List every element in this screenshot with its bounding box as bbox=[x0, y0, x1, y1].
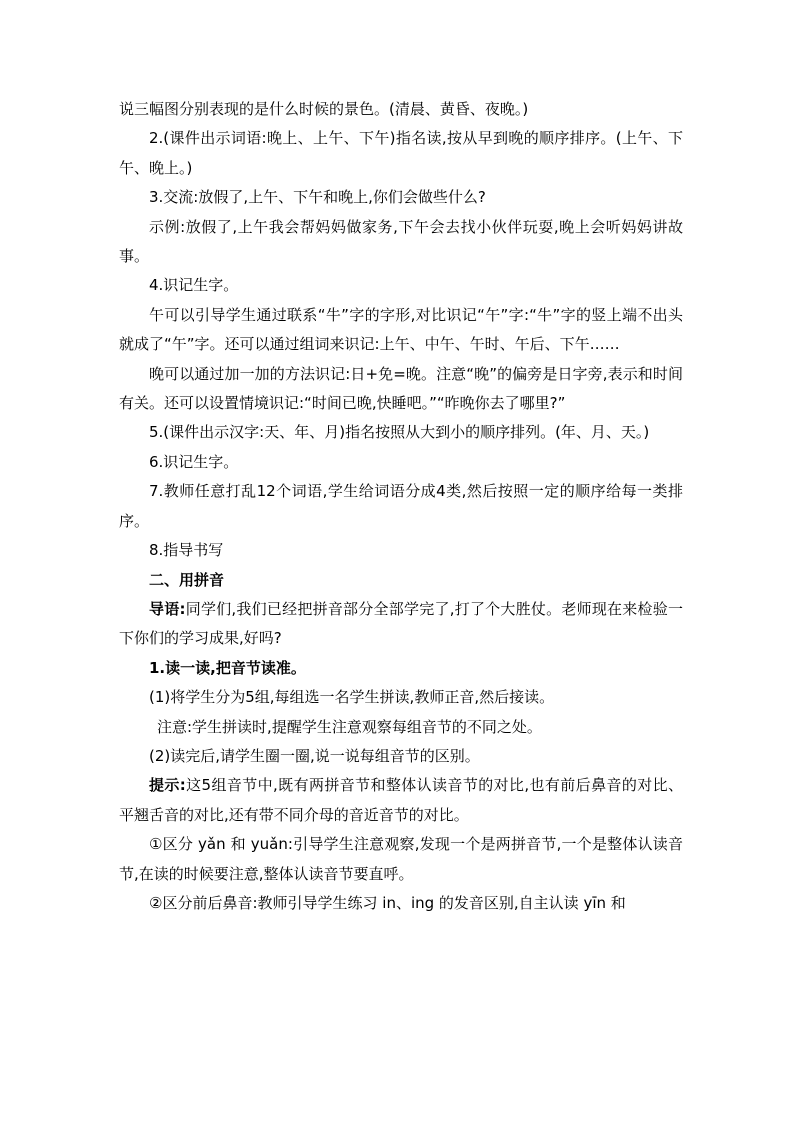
paragraph-4: 示例:放假了,上午我会帮妈妈做家务,下午会去找小伙伴玩耍,晚上会听妈妈讲故事。 bbox=[119, 217, 683, 266]
paragraph-note: 注意:学生拼读时,提醒学生注意观察每组音节的不同之处。 bbox=[157, 717, 542, 736]
document-page bbox=[119, 95, 683, 918]
paragraph-6: 午可以引导学生通过联系“牛”字的字形,对比识记“午”字:“牛”字的竖上端不出头就成了“午”字。还可以通过组词来识记:上午、中午、午时、午后、下午…… bbox=[119, 305, 683, 354]
paragraph-step-2: (2)读完后,请学生圈一圈,说一说每组音节的区别。 bbox=[149, 746, 480, 765]
paragraph-5: 4.识记生字。 bbox=[149, 276, 239, 295]
subheading-read: 1.读一读,把音节读准。 bbox=[149, 658, 306, 677]
paragraph-hint bbox=[119, 771, 683, 830]
lead-text: 同学们,我们已经把拼音部分全部学完了,打了个大胜仗。老师现在来检验一下你们的学习成果,好吗? bbox=[119, 599, 683, 648]
paragraph-lead bbox=[119, 595, 683, 654]
section-heading: 二、用拼音 bbox=[149, 570, 225, 589]
paragraph-distinguish-2: ②区分前后鼻音:教师引导学生练习 in、ing 的发音区别,自主认读 yīn 和 bbox=[149, 893, 626, 912]
paragraph-2: 2.(课件出示词语:晚上、上午、下午)指名读,按从早到晚的顺序排序。(上午、下午、晚上。) bbox=[119, 129, 683, 177]
hint-text: 这5组音节中,既有两拼音节和整体认读音节的对比,也有前后鼻音的对比、平翘舌音的对比,还有带不同介母的音近音节的对比。 bbox=[119, 776, 683, 824]
lead-label: 导语: bbox=[149, 599, 186, 618]
paragraph-7: 晚可以通过加一加的方法识记:日+免=晚。注意“晚”的偏旁是日字旁,表示和时间有关。还可以设置情境识记:“时间已晚,快睡吧。”“昨晚你去了哪里?” bbox=[119, 364, 683, 413]
paragraph-10: 7.教师任意打乱12个词语,学生给词语分成4类,然后按照一定的顺序给每一类排序。 bbox=[119, 482, 683, 530]
paragraph-8: 5.(课件出示汉字:天、年、月)指名按照从大到小的顺序排列。(年、月、天。) bbox=[149, 423, 650, 442]
paragraph-1: 说三幅图分别表现的是什么时候的景色。(清晨、黄昏、夜晚。) bbox=[119, 100, 529, 118]
paragraph-step-1: (1)将学生分为5组,每组选一名学生拼读,教师正音,然后接读。 bbox=[149, 688, 555, 707]
paragraph-11: 8.指导书写 bbox=[149, 541, 224, 560]
paragraph-distinguish-1: ①区分 yǎn 和 yuǎn:引导学生注意观察,发现一个是两拼音节,一个是整体认读音节,在读的时候要注意,整体认读音节要直呼。 bbox=[119, 835, 683, 883]
paragraph-9: 6.识记生字。 bbox=[149, 452, 239, 471]
hint-label: 提示: bbox=[149, 776, 186, 795]
paragraph-3: 3.交流:放假了,上午、下午和晚上,你们会做些什么? bbox=[149, 188, 486, 207]
